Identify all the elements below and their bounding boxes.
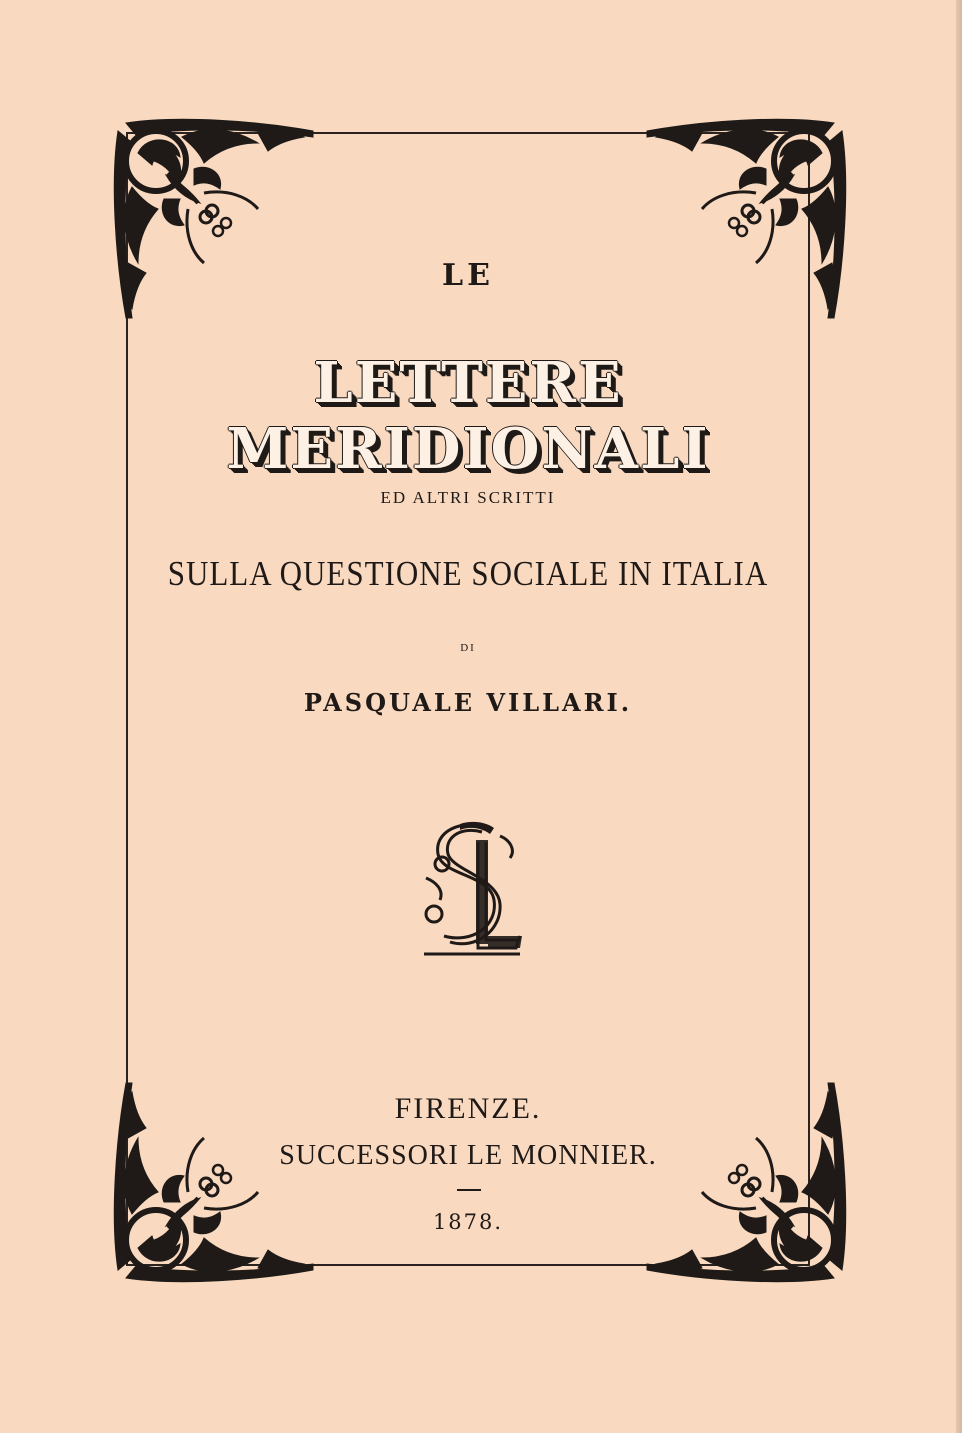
author-preposition: DI: [460, 642, 476, 654]
author-name: PASQUALE VILLARI.: [303, 688, 633, 717]
title-article: LE: [442, 258, 494, 293]
book-title: LETTERE MERIDIONALI: [226, 350, 710, 482]
subtitle-line-2: SULLA QUESTIONE SOCIALE IN ITALIA: [167, 553, 769, 594]
monogram-sl-icon: [420, 818, 524, 960]
page-edge: [956, 0, 962, 1433]
publication-year: 1878.: [432, 1210, 504, 1234]
publisher-name: SUCCESSORI LE MONNIER.: [279, 1140, 657, 1171]
subtitle-line-1: ED ALTRI SCRITTI: [380, 488, 556, 507]
divider-rule: [457, 1189, 481, 1191]
publication-city: FIRENZE.: [394, 1092, 542, 1125]
